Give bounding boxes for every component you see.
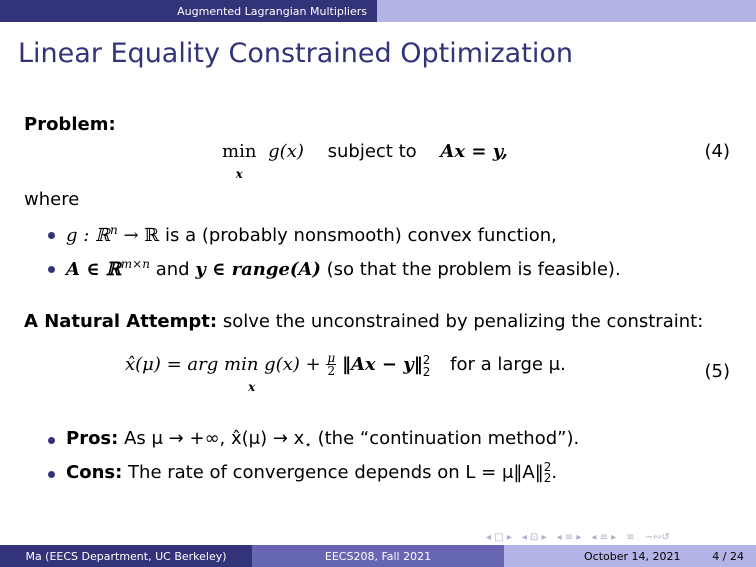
cons-bullet [66,462,557,484]
equation-number-5: (5) [704,361,730,382]
eq5-norm: ‖Ax − y‖ [341,354,423,375]
nav-subsection-icon[interactable]: ◂ ⊡ ▸ [521,531,547,543]
equation-number-4: (4) [704,141,730,162]
pros-label: Pros: [66,428,119,449]
pros-text1: As μ → +∞, x̂(μ) → x [124,428,305,449]
where-bullet-1 [66,223,557,246]
section-title: Augmented Lagrangian Multipliers [177,4,367,18]
bullet-2-sup: m×n [120,257,150,271]
footer-course [252,545,504,567]
attempt-label: A Natural Attempt: [24,311,218,332]
nav-search-icon[interactable]: ∽∾↺ [644,531,670,543]
attempt-text: solve the unconstrained by penalizing the constraint: [222,311,704,332]
bullet-2-math2: y ∈ range(A) [195,259,321,280]
pros-text2: (the “continuation method”). [317,428,580,449]
problem-label: Problem: [24,114,116,135]
eq5-lhs: x̂(μ) = arg min [125,354,259,375]
cons-sup: 2 [543,460,552,474]
objective: g(x) [268,141,304,162]
cons-end: . [551,462,558,483]
norm-sub: 2 [422,365,431,379]
cons-sub: 2 [543,471,552,485]
nav-menu-icon[interactable]: ≡ [626,531,635,543]
bullet-1-sup: n [110,223,118,237]
equation-4 [222,141,508,183]
bullet-2-text: (so that the problem is feasible). [326,259,621,280]
norm-sup: 2 [422,353,431,367]
eq5-g: g(x) + [264,354,321,375]
bullet-2-math: A ∈ ℝ [66,259,121,280]
date-text: October 14, 2021 [584,549,681,563]
min-subscript: x [235,167,243,181]
footer-date-page [504,545,756,567]
frac-den: 2 [327,364,336,378]
bullet-1-math: g : ℝ [66,225,110,246]
where-label: where [24,189,80,210]
min-operator: min [222,141,257,162]
header-bar [0,0,756,22]
footer-bar [0,545,756,567]
attempt-line [24,311,703,332]
constraint: Ax = y, [440,141,508,162]
eq5-for-text: for a large μ. [450,354,566,375]
author-text: Ma (EECS Department, UC Berkeley) [25,549,227,563]
equation-5 [125,351,566,396]
nav-section-icon[interactable]: ◂ ≡ ▸ [556,531,582,543]
eq5-fraction [326,352,336,377]
pros-bullet [66,428,579,452]
nav-frame-icon[interactable]: ◂ □ ▸ [486,531,512,543]
bullet-1-text: is a (probably nonsmooth) convex function, [164,225,557,246]
footer-author [0,545,252,567]
cons-text1: The rate of convergence depends on L = μ‖A‖ [128,462,544,483]
argmin-subscript: x [248,380,256,394]
pros-star: ⋆ [304,437,312,452]
current-section[interactable] [0,0,377,22]
navigation-symbols [486,530,670,544]
cons-label: Cons: [66,462,123,483]
page-number: 4 / 24 [712,549,744,563]
subject-to-text: subject to [327,141,417,162]
bullet-1-math2: → ℝ [123,225,160,246]
course-text: EECS208, Fall 2021 [324,549,432,563]
where-bullet-2 [66,257,621,280]
bullet-2-and: and [155,259,190,280]
slide-title: Linear Equality Constrained Optimization [18,38,573,69]
nav-doc-icon[interactable]: ◂ ≡ ▸ [591,531,617,543]
frac-num: μ [327,351,336,365]
